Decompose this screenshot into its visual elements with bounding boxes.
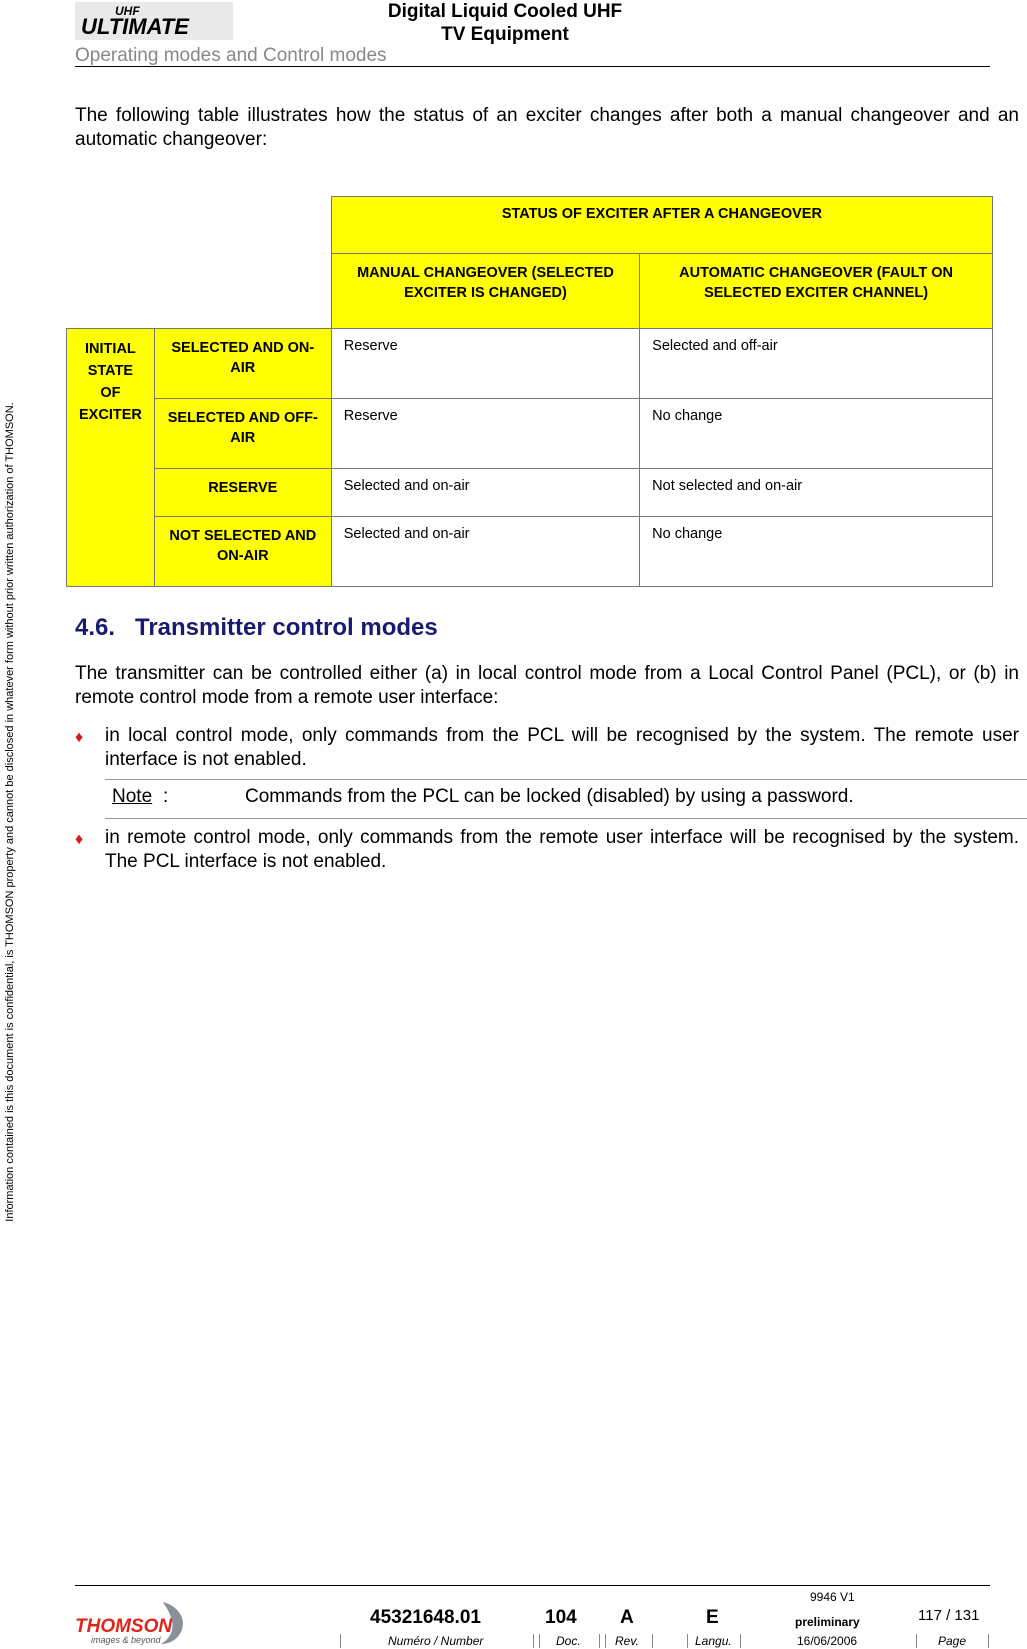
- footer-separator: [740, 1634, 741, 1648]
- cell-auto: Selected and off-air: [640, 329, 993, 399]
- footer-separator: [916, 1634, 917, 1648]
- confidentiality-notice: Information contained is this document is confidential, is THOMSON property and cannot be disclosed in whatever form without prior written authorization of THOMSON.: [4, 402, 16, 1222]
- label-language: Langu.: [695, 1634, 732, 1648]
- row-header: SELECTED AND ON-AIR: [154, 329, 331, 399]
- footer-separator: [605, 1634, 606, 1648]
- header-section-name: Operating modes and Control modes: [75, 45, 387, 66]
- row-header: SELECTED AND OFF-AIR: [154, 399, 331, 469]
- col-header-manual: MANUAL CHANGEOVER (SELECTED EXCITER IS CHANGED): [331, 254, 639, 329]
- section-title: Transmitter control modes: [135, 614, 438, 641]
- thomson-brand-text: THOMSON: [75, 1616, 173, 1637]
- cell-auto: Not selected and on-air: [640, 469, 993, 517]
- document-date: 16/06/2006: [797, 1634, 858, 1648]
- document-title: Digital Liquid Cooled UHF TV Equipment: [387, 1, 623, 45]
- logo-uhf-text: UHF: [115, 4, 140, 18]
- cell-manual: Reserve: [331, 399, 639, 469]
- page-number: 117 / 131: [918, 1607, 980, 1624]
- footer-separator: [687, 1634, 688, 1648]
- label-rev: Rev.: [615, 1634, 639, 1648]
- note-text: Commands from the PCL can be locked (disabled) by using a password.: [245, 786, 854, 807]
- note-box: [105, 779, 1027, 819]
- intro-paragraph: The following table illustrates how the status of an exciter changes after both a manual changeover and an automatic changeover:: [75, 105, 1019, 150]
- logo-ultimate-text: ULTIMATE: [81, 14, 189, 39]
- cell-auto: No change: [640, 399, 993, 469]
- version: 9946 V1: [810, 1590, 855, 1604]
- footer-separator: [599, 1634, 600, 1648]
- header-divider: [75, 66, 990, 67]
- list-item: [75, 724, 1019, 772]
- footer-separator: [539, 1634, 540, 1648]
- footer-separator: [652, 1634, 653, 1648]
- section-heading: [75, 614, 438, 642]
- bullet-text: in local control mode, only commands from the PCL will be recognised by the system. The remote user interface is not enabled.: [105, 725, 1019, 770]
- footer-divider: [75, 1585, 990, 1586]
- document-number: 45321648.01: [370, 1607, 481, 1628]
- row-header: RESERVE: [154, 469, 331, 517]
- row-group-header: INITIAL STATE OF EXCITER: [67, 329, 155, 587]
- diamond-bullet-icon: ♦: [75, 831, 84, 848]
- label-page: Page: [938, 1634, 967, 1648]
- label-doc: Doc.: [556, 1634, 581, 1648]
- table-main-header: STATUS OF EXCITER AFTER A CHANGEOVER: [331, 197, 992, 254]
- footer-separator: [340, 1634, 341, 1648]
- note-label: Note: [112, 786, 153, 807]
- thomson-logo: [75, 1598, 193, 1646]
- section-number: 4.6.: [75, 614, 116, 641]
- cell-manual: Selected and on-air: [331, 517, 639, 587]
- revision: A: [620, 1607, 634, 1628]
- thomson-tagline: images & beyond: [91, 1635, 161, 1645]
- footer-separator: [988, 1634, 989, 1648]
- footer-separator: [533, 1634, 534, 1648]
- changeover-status-table: [66, 196, 993, 587]
- list-item: [75, 826, 1019, 874]
- col-header-auto: AUTOMATIC CHANGEOVER (FAULT ON SELECTED EXCITER CHANNEL): [640, 254, 993, 329]
- row-header: NOT SELECTED AND ON-AIR: [154, 517, 331, 587]
- language-code: E: [706, 1607, 719, 1628]
- cell-manual: Selected and on-air: [331, 469, 639, 517]
- status: preliminary: [795, 1615, 860, 1629]
- cell-manual: Reserve: [331, 329, 639, 399]
- bullet-text: in remote control mode, only commands from the remote user interface will be recognised by the system. The PCL interface is not enabled.: [105, 827, 1019, 872]
- note-colon: :: [163, 786, 169, 807]
- diamond-bullet-icon: ♦: [75, 729, 84, 746]
- cell-auto: No change: [640, 517, 993, 587]
- section-paragraph: The transmitter can be controlled either (a) in local control mode from a Local Control Panel (PCL), or (b) in remote control mode from a remote user interface:: [75, 663, 1019, 708]
- label-number: Numéro / Number: [388, 1634, 484, 1648]
- doc-code: 104: [545, 1607, 577, 1628]
- ultimate-logo: [75, 2, 233, 40]
